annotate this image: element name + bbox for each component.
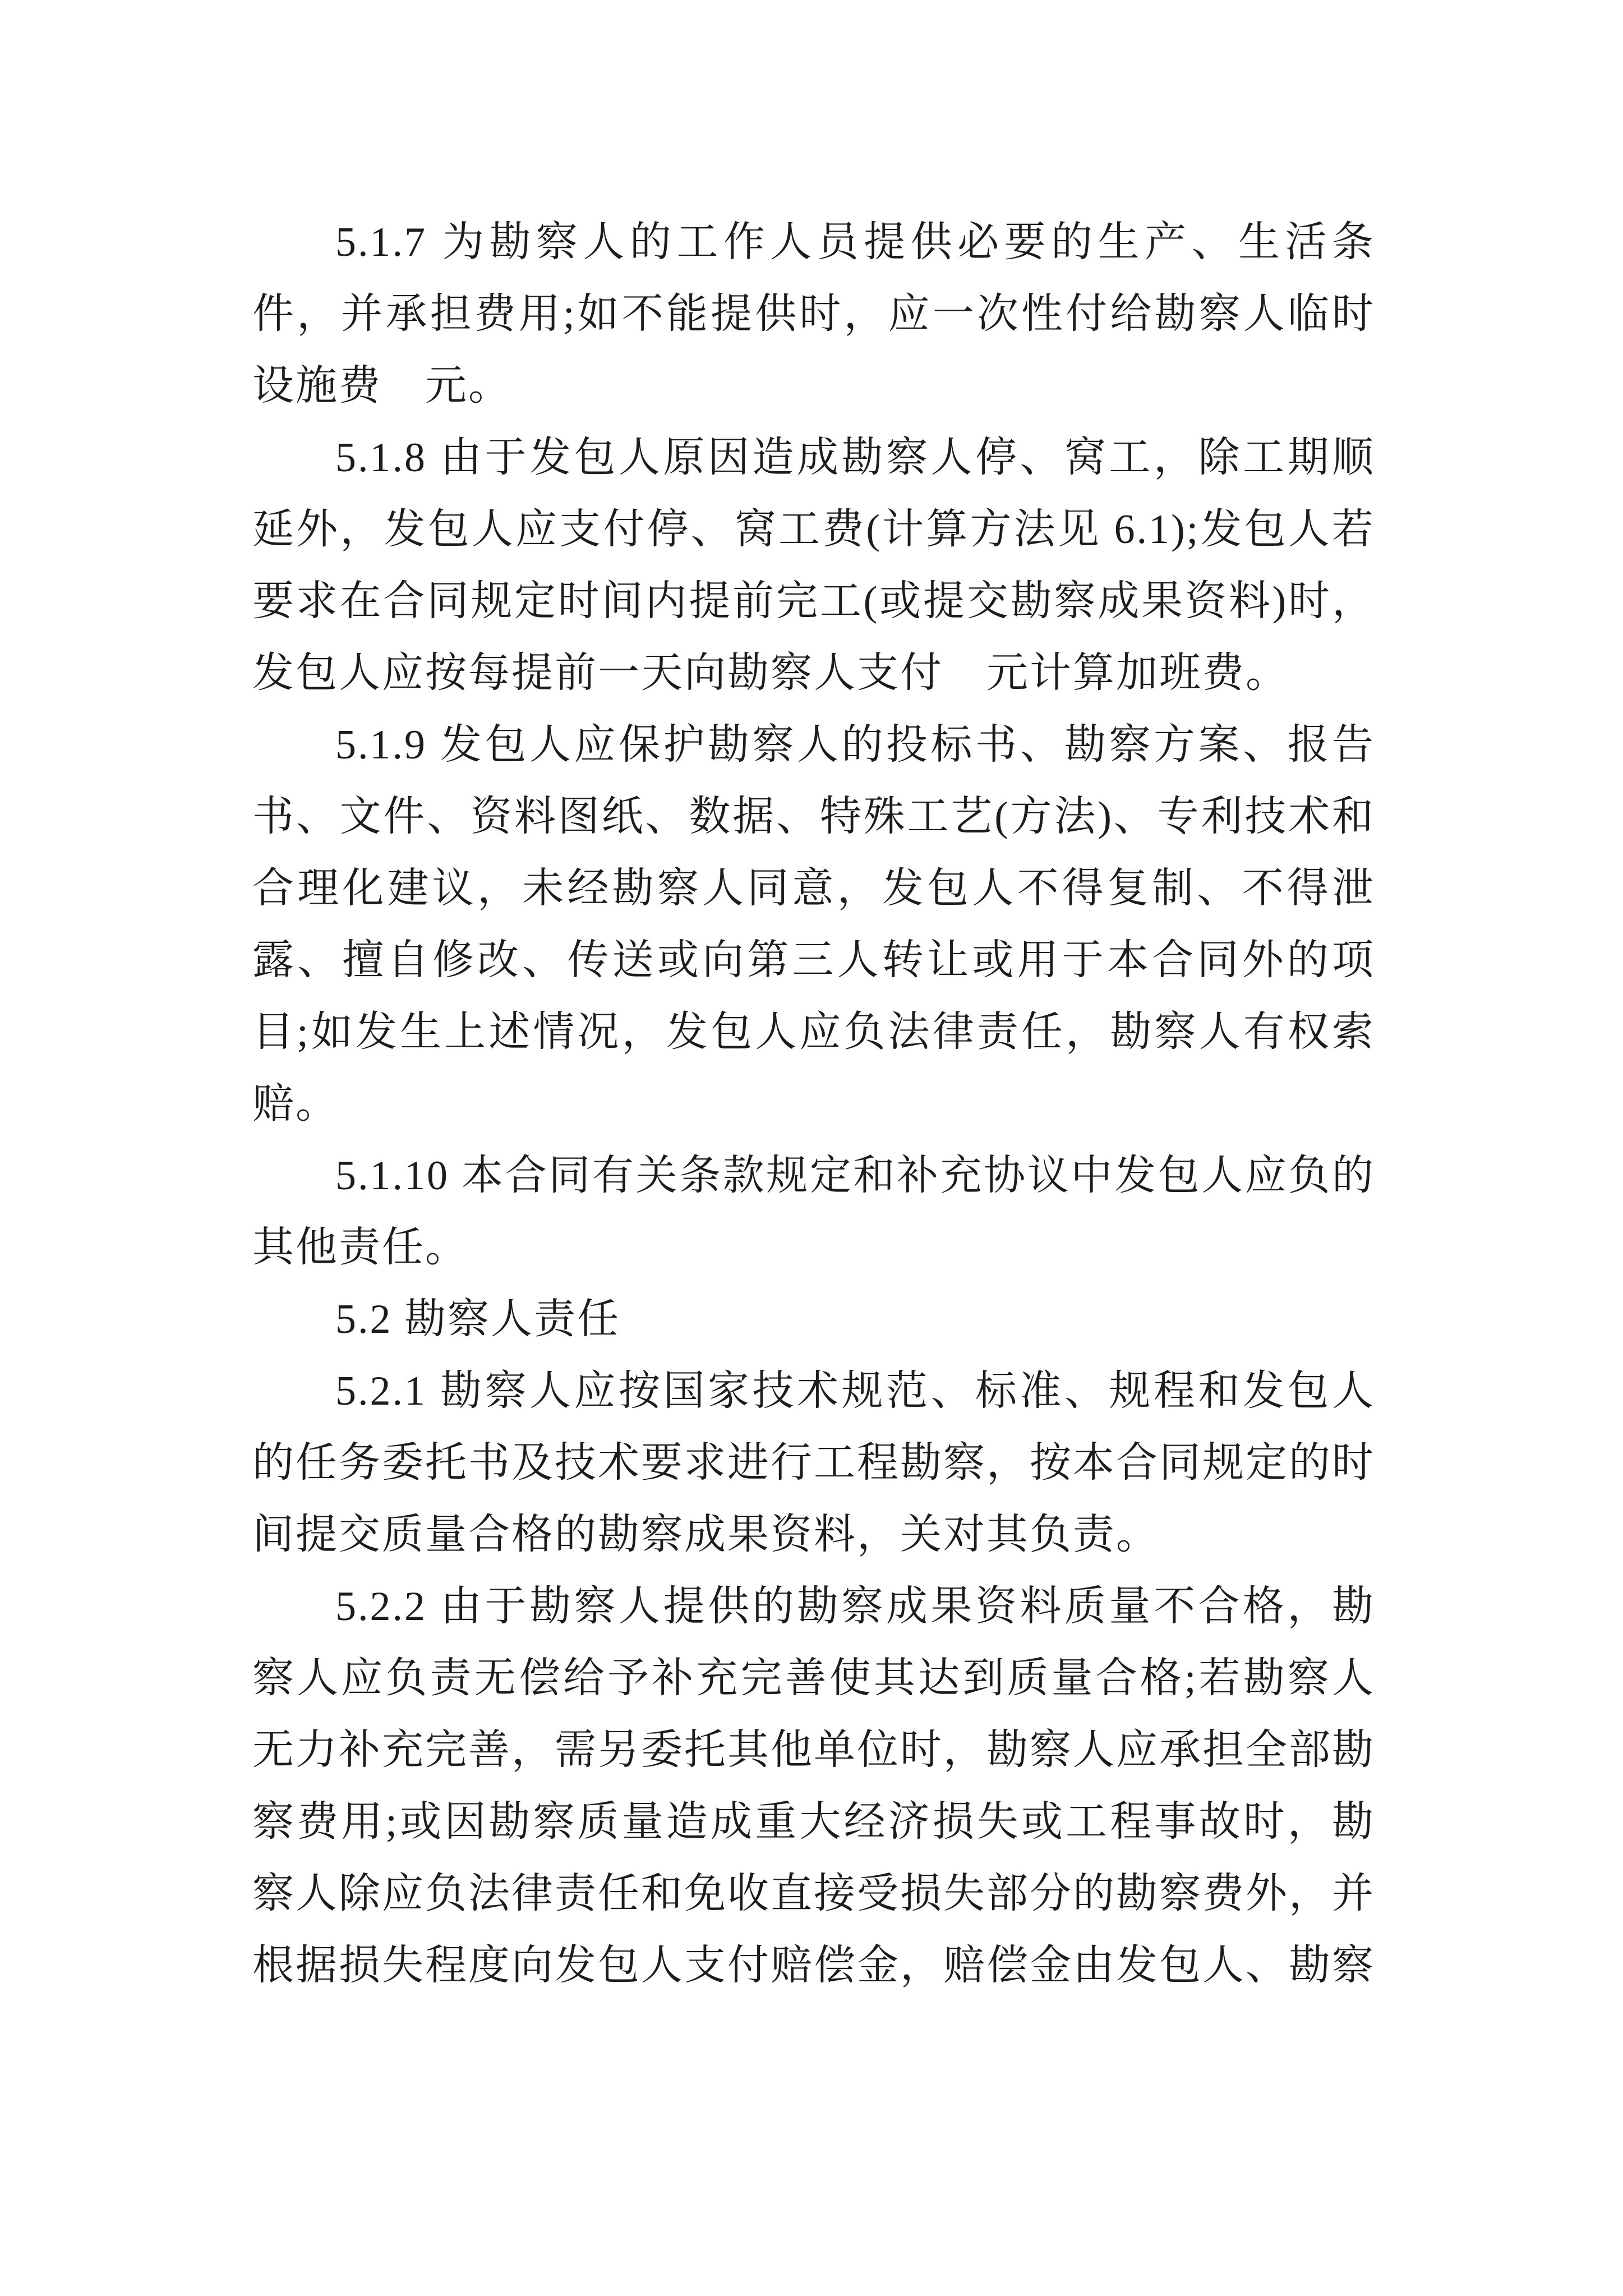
paragraph-5-1-7: 5.1.7 为勘察人的工作人员提供必要的生产、生活条件，并承担费用;如不能提供时，应一次性付给勘察人临时设施费 元。 bbox=[252, 219, 1375, 409]
paragraph-5-1-8: 5.1.8 由于发包人原因造成勘察人停、窝工，除工期顺延外，发包人应支付停、窝工费(计算方法见 6.1);发包人若要求在合同规定时间内提前完工(或提交勘察成果资料)时，发包人应按每提前一天向勘察人支付 元计算加班费。 bbox=[252, 435, 1375, 696]
heading-5-2: 5.2 勘察人责任 bbox=[335, 1296, 620, 1342]
paragraph-5-2-1: 5.2.1 勘察人应按国家技术规范、标准、规程和发包人的任务委托书及技术要求进行工程勘察，按本合同规定的时间提交质量合格的勘察成果资料，关对其负责。 bbox=[252, 1368, 1375, 1558]
paragraph-5-1-9: 5.1.9 发包人应保护勘察人的投标书、勘察方案、报告书、文件、资料图纸、数据、特殊工艺(方法)、专利技术和合理化建议，未经勘察人同意，发包人不得复制、不得泄露、擅自修改、传送或向第三人转让或用于本合同外的项目;如发生上述情况，发包人应负法律责任，勘察人有权索赔。 bbox=[252, 722, 1375, 1127]
document-body bbox=[252, 206, 1375, 2001]
paragraph-5-2-2: 5.2.2 由于勘察人提供的勘察成果资料质量不合格，勘察人应负责无偿给予补充完善使其达到质量合格;若勘察人无力补充完善，需另委托其他单位时，勘察人应承担全部勘察费用;或因勘察质量造成重大经济损失或工程事故时，勘察人除应负法律责任和免收直接受损失部分的勘察费外，并根据损失程度向发包人支付赔偿金，赔偿金由发包人、勘察 bbox=[252, 1584, 1375, 1989]
paragraph-5-1-10: 5.1.10 本合同有关条款规定和补充协议中发包人应负的其他责任。 bbox=[252, 1153, 1375, 1271]
